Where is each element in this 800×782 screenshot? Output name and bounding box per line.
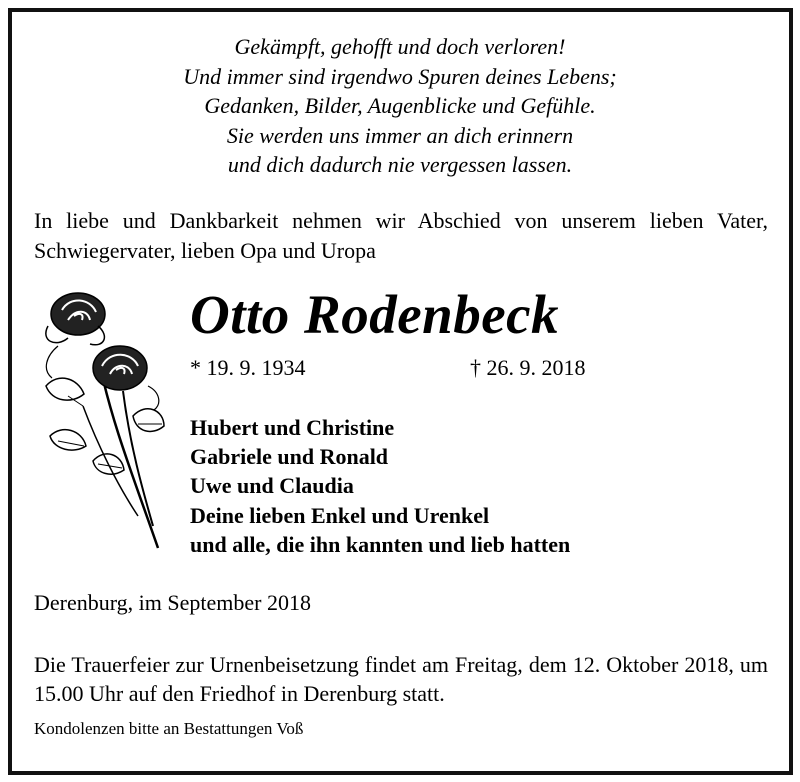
- family-line: Gabriele und Ronald: [190, 444, 389, 470]
- poem-line: Und immer sind irgendwo Spuren deines Lebens;: [183, 63, 617, 89]
- family-line: Uwe und Claudia: [190, 473, 354, 499]
- memorial-poem: [0, 32, 800, 180]
- death-date: † 26. 9. 2018: [470, 355, 586, 380]
- family-list: [190, 413, 570, 559]
- poem-line: und dich dadurch nie vergessen lassen.: [227, 152, 573, 177]
- poem-line: Sie werden uns immer an dich erinnern: [226, 122, 574, 148]
- rose-icon: [38, 286, 168, 556]
- deceased-name: Otto Rodenbeck: [190, 284, 560, 345]
- intro-text: In liebe und Dankbarkeit nehmen wir Abschied von unserem lieben Vater, Schwiegervater, lieben Opa und Uropa: [34, 208, 768, 263]
- family-line: Deine lieben Enkel und Urenkel: [190, 502, 490, 528]
- family-line: und alle, die ihn kannten und lieb hatten: [190, 531, 571, 557]
- family-line: Hubert und Christine: [190, 415, 395, 440]
- funeral-notice: Die Trauerfeier zur Urnenbeisetzung findet am Freitag, dem 12. Oktober 2018, um 15.00 Uhr auf den Friedhof in Derenburg statt.: [34, 652, 768, 706]
- poem-line: Gekämpft, gehofft und doch verloren!: [234, 34, 566, 59]
- place-date: Derenburg, im September 2018: [34, 590, 311, 615]
- birth-date: * 19. 9. 1934: [190, 355, 306, 380]
- condolence-note: Kondolenzen bitte an Bestattungen Voß: [34, 719, 304, 738]
- poem-line: Gedanken, Bilder, Augenblicke und Gefühle.: [204, 93, 596, 118]
